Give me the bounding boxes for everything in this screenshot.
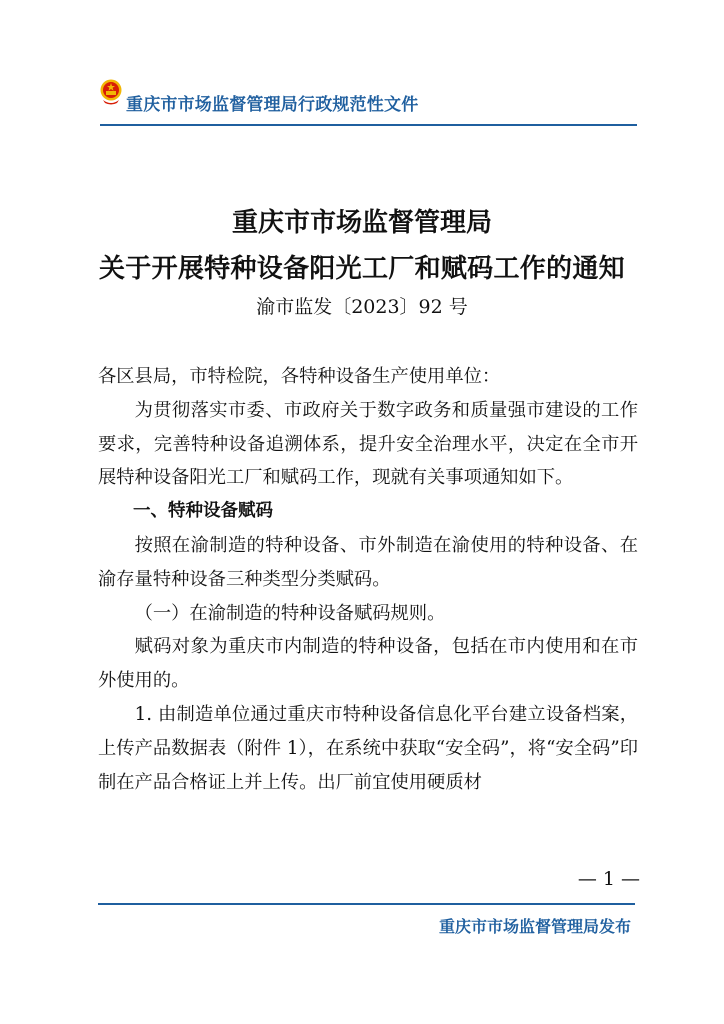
salutation: 各区县局，市特检院，各特种设备生产使用单位： (98, 366, 501, 387)
document-title-line2: 关于开展特种设备阳光工厂和赋码工作的通知 (98, 254, 625, 284)
footer-publisher: 重庆市市场监督管理局发布 (438, 917, 631, 936)
section1-heading: 一、特种设备赋码 (133, 501, 273, 522)
document-title-line1: 重庆市市场监督管理局 (231, 208, 492, 238)
footer-rule (98, 903, 635, 905)
header-title: 重庆市市场监督管理局行政规范性文件 (126, 95, 419, 115)
subsection1-heading: （一）在渝制造的特种设备赋码规则。 (134, 602, 446, 624)
subsection1-paragraph: 赋码对象为重庆市内制造的特种设备，包括在市内使用和在市外使用的。 (98, 636, 638, 692)
page-number: — 1 — (577, 868, 640, 890)
national-emblem-icon (100, 78, 122, 106)
item1-paragraph: 1. 由制造单位通过重庆市特种设备信息化平台建立设备档案，上传产品数据表（附件 1），在系统中获取“安全码”，将“安全码”印制在产品合格证上并上传。出厂前宜使用硬质材 (98, 703, 638, 793)
document-header (100, 78, 637, 126)
document-body (98, 360, 638, 799)
intro-paragraph: 为贯彻落实市委、市政府关于数字政务和质量强市建设的工作要求，完善特种设备追溯体系，提升安全治理水平，决定在全市开展特种设备阳光工厂和赋码工作，现就有关事项通知如下。 (98, 399, 638, 489)
header-rule (100, 124, 637, 126)
document-number: 渝市监发〔2023〕92 号 (256, 296, 468, 318)
section1-paragraph: 按照在渝制造的特种设备、市外制造在渝使用的特种设备、在渝存量特种设备三种类型分类赋码。 (98, 534, 638, 590)
